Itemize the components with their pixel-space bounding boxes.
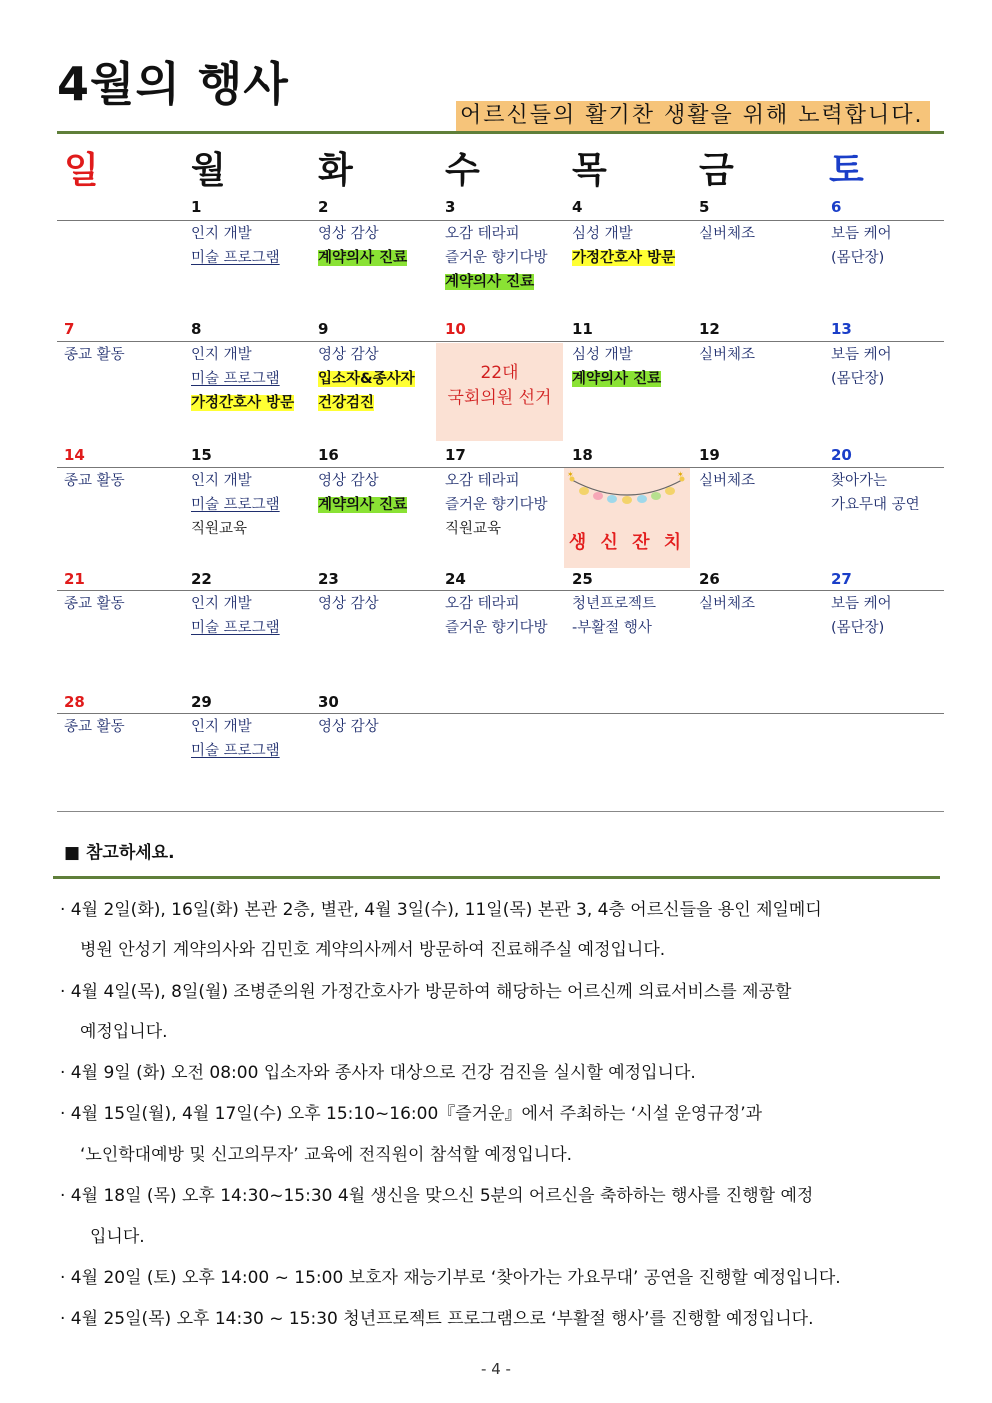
- event-label: 심성 개발: [572, 347, 633, 363]
- day-number: 8: [191, 320, 202, 338]
- notice-line: · 4월 2일(화), 16일(화) 본관 2층, 별관, 4월 3일(수), 11일(목) 본관 3, 4층 어르신들을 용인 제일메디: [60, 900, 822, 920]
- birthday-party-label: 생 신 잔 치: [568, 532, 686, 553]
- event-label: 미술 프로그램: [191, 620, 280, 636]
- notice-line: · 4월 20일 (토) 오후 14:00 ~ 15:00 보호자 재능기부로 ‘찾아가는 가요무대’ 공연을 진행할 예정입니다.: [60, 1268, 841, 1288]
- day-number: 15: [191, 446, 212, 464]
- event-label: 즐거운 향기다방: [445, 620, 548, 636]
- calendar-cell: [699, 343, 755, 367]
- day-number: 11: [572, 320, 593, 338]
- calendar-cell: [64, 715, 125, 739]
- calendar-cell: [831, 592, 892, 640]
- notice-line: 병원 안성기 계약의사와 김민호 계약의사께서 방문하여 진료해주실 예정입니다.: [80, 940, 666, 960]
- day-number: 12: [699, 320, 720, 338]
- event-label: 미술 프로그램: [191, 250, 280, 266]
- event-label: 영상 감상: [318, 596, 379, 612]
- event-label: 심성 개발: [572, 226, 633, 242]
- calendar-cell: [64, 592, 125, 616]
- event-label: 미술 프로그램: [191, 497, 280, 513]
- event-label: 건강검진: [318, 395, 375, 411]
- page-subtitle: 어르신들의 활기찬 생활을 위해 노력합니다.: [456, 101, 930, 131]
- calendar-cell: [445, 222, 548, 294]
- week-divider: [57, 713, 944, 714]
- event-label: 직원교육: [445, 521, 502, 537]
- day-number: 24: [445, 570, 466, 588]
- event-label: 보듬 케어: [831, 226, 892, 242]
- event-label: 미술 프로그램: [191, 743, 280, 759]
- calendar-cell: [191, 592, 280, 640]
- event-label: 종교 활동: [64, 473, 125, 489]
- event-label: 미술 프로그램: [191, 371, 280, 387]
- weekday-mon: 월: [191, 150, 226, 191]
- calendar-cell: [572, 222, 675, 270]
- page-number: - 4 -: [481, 1360, 511, 1378]
- day-number: 17: [445, 446, 466, 464]
- day-number: 1: [191, 198, 202, 216]
- calendar-cell: [191, 343, 294, 415]
- calendar-cell: [831, 222, 892, 270]
- notice-line: · 4월 25일(목) 오후 14:30 ~ 15:30 청년프로젝트 프로그램으로 ‘부활절 행사’를 진행할 예정입니다.: [60, 1309, 814, 1329]
- event-label: 실버체조: [699, 596, 756, 612]
- event-label: 인지 개발: [191, 596, 252, 612]
- day-number: 25: [572, 570, 593, 588]
- event-label: 오감 테라피: [445, 226, 520, 242]
- day-number: 28: [64, 693, 85, 711]
- day-number: 27: [831, 570, 852, 588]
- calendar-cell: [445, 592, 548, 640]
- day-number: 18: [572, 446, 593, 464]
- week-divider: [57, 590, 944, 591]
- day-number: 13: [831, 320, 852, 338]
- calendar-cell: [318, 469, 407, 517]
- election-day-box: [436, 343, 563, 441]
- event-label: 청년프로젝트: [572, 596, 657, 612]
- event-label: 실버체조: [699, 473, 756, 489]
- event-label: 오감 테라피: [445, 596, 520, 612]
- event-label: 인지 개발: [191, 347, 252, 363]
- event-label: 종교 활동: [64, 596, 125, 612]
- event-label: (몸단장): [831, 620, 885, 636]
- page-title: 4월의 행사: [57, 57, 289, 111]
- event-label: 영상 감상: [318, 719, 379, 735]
- day-number: 23: [318, 570, 339, 588]
- calendar-cell: [699, 592, 755, 616]
- event-label: 계약의사 진료: [318, 250, 408, 266]
- day-number: 7: [64, 320, 75, 338]
- day-number: 30: [318, 693, 339, 711]
- event-label: 영상 감상: [318, 226, 379, 242]
- event-label: 보듬 케어: [831, 596, 892, 612]
- calendar-cell: [191, 469, 280, 541]
- calendar-cell: [699, 469, 755, 493]
- event-label: 계약의사 진료: [318, 497, 408, 513]
- event-label: 즐거운 향기다방: [445, 497, 548, 513]
- notice-line: · 4월 4일(목), 8일(월) 조병준의원 가정간호사가 방문하여 해당하는 어르신께 의료서비스를 제공할: [60, 982, 792, 1002]
- calendar-cell: [831, 343, 892, 391]
- day-number: 26: [699, 570, 720, 588]
- calendar-cell: [445, 469, 548, 541]
- day-number: 22: [191, 570, 212, 588]
- event-label: 입소자&종사자: [318, 371, 415, 387]
- day-number: 14: [64, 446, 85, 464]
- weekday-fri: 금: [699, 150, 734, 191]
- event-label: 인지 개발: [191, 473, 252, 489]
- event-label: 종교 활동: [64, 347, 125, 363]
- bunting-garland-icon: [564, 468, 690, 518]
- day-number: 29: [191, 693, 212, 711]
- event-label: (몸단장): [831, 371, 885, 387]
- day-number: 10: [445, 320, 466, 338]
- weekday-wed: 수: [445, 150, 480, 191]
- birthday-party-box: [564, 468, 690, 568]
- day-number: 19: [699, 446, 720, 464]
- event-label: 가요무대 공연: [831, 497, 920, 513]
- notice-heading: ■ 참고하세요.: [64, 843, 175, 863]
- calendar-bottom-divider: [57, 811, 944, 812]
- event-label: 오감 테라피: [445, 473, 520, 489]
- event-label: 즐거운 향기다방: [445, 250, 548, 266]
- event-label: 보듬 케어: [831, 347, 892, 363]
- weekday-sat: 토: [829, 150, 864, 191]
- weekday-thu: 목: [572, 150, 607, 191]
- notice-line: · 4월 15일(월), 4월 17일(수) 오후 15:10~16:00『즐거운』에서 주최하는 ‘시설 운영규정’과: [60, 1104, 763, 1124]
- event-label: 실버체조: [699, 226, 756, 242]
- calendar-cell: [318, 592, 379, 616]
- event-label: 찾아가는: [831, 473, 888, 489]
- calendar-cell: [318, 222, 407, 270]
- notice-line: 예정입니다.: [80, 1022, 168, 1042]
- calendar-cell: [191, 715, 280, 763]
- weekday-sun: 일: [64, 150, 99, 191]
- weekday-tue: 화: [318, 150, 353, 191]
- event-label: 실버체조: [699, 347, 756, 363]
- day-number: 20: [831, 446, 852, 464]
- event-label: -부활절 행사: [572, 620, 652, 636]
- event-label: 직원교육: [191, 521, 248, 537]
- calendar-cell: [572, 343, 661, 391]
- day-number: 4: [572, 198, 583, 216]
- week-divider: [57, 220, 944, 221]
- event-label: 가정간호사 방문: [572, 250, 676, 266]
- notice-line: · 4월 9일 (화) 오전 08:00 입소자와 종사자 대상으로 건강 검진을 실시할 예정입니다.: [60, 1063, 696, 1083]
- election-label: 국회의원 선거: [447, 388, 552, 408]
- day-number: 16: [318, 446, 339, 464]
- calendar-cell: [699, 222, 755, 246]
- svg-text:✶: ✶: [677, 470, 684, 479]
- notice-line: · 4월 18일 (목) 오후 14:30~15:30 4월 생신을 맞으신 5분의 어르신을 축하하는 행사를 진행할 예정: [60, 1186, 814, 1206]
- event-label: 계약의사 진료: [572, 371, 662, 387]
- event-label: 종교 활동: [64, 719, 125, 735]
- event-label: 영상 감상: [318, 473, 379, 489]
- event-label: (몸단장): [831, 250, 885, 266]
- notice-line: ‘노인학대예방 및 신고의무자’ 교육에 전직원이 참석할 예정입니다.: [80, 1145, 573, 1165]
- day-number: 3: [445, 198, 456, 216]
- event-label: 가정간호사 방문: [191, 395, 295, 411]
- notice-divider: [53, 876, 940, 879]
- event-label: 인지 개발: [191, 226, 252, 242]
- day-number: 21: [64, 570, 85, 588]
- svg-text:✶: ✶: [567, 470, 574, 479]
- day-number: 5: [699, 198, 710, 216]
- event-label: 영상 감상: [318, 347, 379, 363]
- calendar-cell: [831, 469, 920, 517]
- event-label: 인지 개발: [191, 719, 252, 735]
- day-number: 9: [318, 320, 329, 338]
- calendar-cell: [64, 343, 125, 367]
- notice-line: 입니다.: [90, 1227, 145, 1247]
- calendar-cell: [318, 715, 379, 739]
- calendar-cell: [191, 222, 280, 270]
- week-divider: [57, 341, 944, 342]
- election-label: 22대: [480, 363, 519, 383]
- day-number: 6: [831, 198, 842, 216]
- week-divider: [57, 467, 944, 468]
- header-divider: [57, 131, 944, 134]
- event-label: 계약의사 진료: [445, 274, 535, 290]
- calendar-cell: [572, 592, 656, 640]
- calendar-cell: [318, 343, 415, 415]
- day-number: 2: [318, 198, 329, 216]
- calendar-cell: [64, 469, 125, 493]
